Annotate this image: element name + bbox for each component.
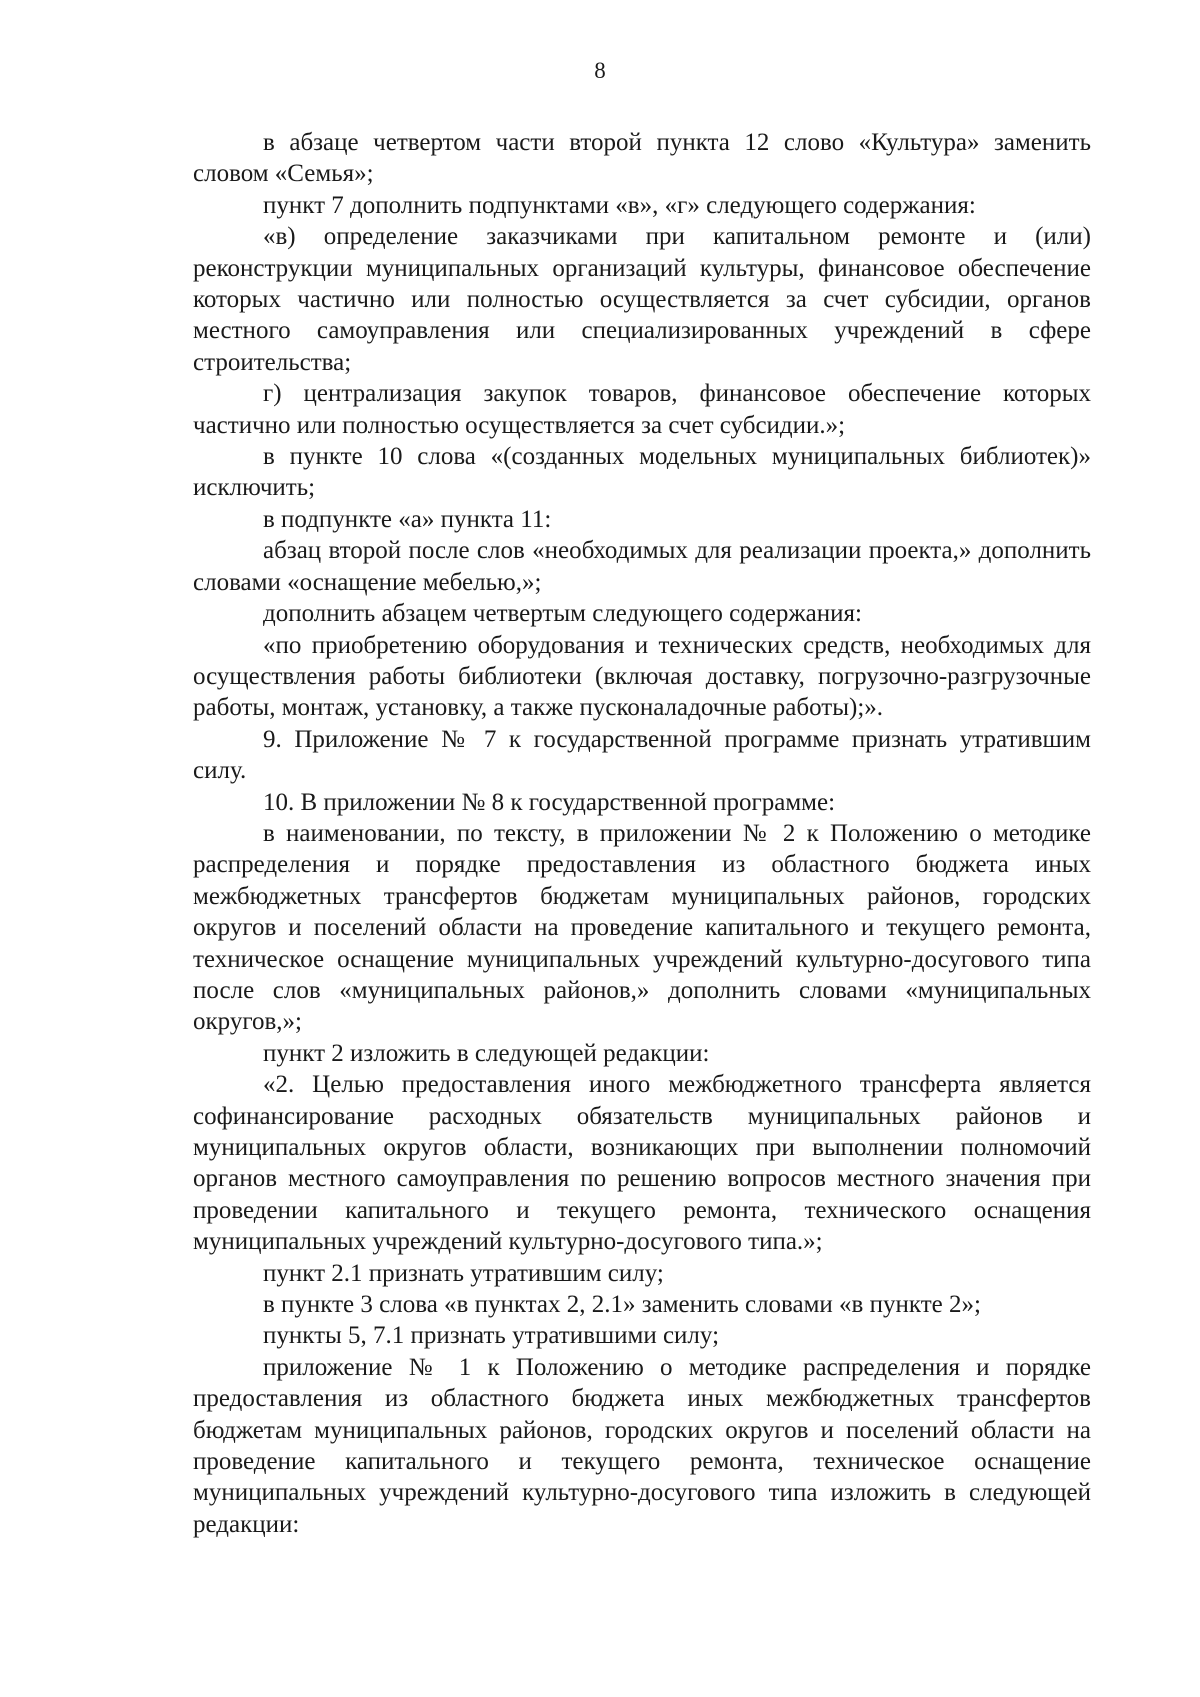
paragraph: пункт 2.1 признать утратившим силу;: [263, 1259, 664, 1287]
page-number: 8: [594, 58, 606, 83]
paragraph: г) централизация закупок товаров, финансовое обеспечение которых частично или полностью осуществляется за счет субсидии.»;: [193, 380, 1091, 439]
paragraph: в абзаце четвертом части второй пункта 12 слово «Культура» заменить словом «Семья»;: [193, 129, 1091, 188]
paragraph: приложение № 1 к Положению о методике распределения и порядке предоставления из областного бюджета иных межбюджетных трансфертов бюджетам муниципальных районов, городских округов и поселений области на проведение капитального и текущего ремонта, техническое оснащение муниципальных учреждений культурно-досугового типа изложить в следующей редакции:: [193, 1353, 1091, 1538]
paragraph: «по приобретению оборудования и технических средств, необходимых для осуществления работы библиотеки (включая доставку, погрузочно-разгрузочные работы, монтаж, установку, а также пусконаладочные работы);».: [193, 631, 1091, 722]
paragraph: «в) определение заказчиками при капитальном ремонте и (или) реконструкции муниципальных организаций культуры, финансовое обеспечение которых частично или полностью осуществляется за счет субсидии, органов местного самоуправления или специализированных учреждений в сфере строительства;: [193, 223, 1091, 376]
paragraph: в пункте 10 слова «(созданных модельных муниципальных библиотек)» исключить;: [193, 443, 1091, 502]
paragraph: абзац второй после слов «необходимых для реализации проекта,» дополнить словами «оснащение мебелью,»;: [193, 537, 1091, 596]
paragraph: в наименовании, по тексту, в приложении № 2 к Положению о методике распределения и порядке предоставления из областного бюджета иных межбюджетных трансфертов бюджетам муниципальных районов, городских округов и поселений области на проведение капитального и текущего ремонта, техническое оснащение муниципальных учреждений культурно-досугового типа после слов «муниципальных районов,» дополнить словами «муниципальных округов,»;: [193, 819, 1091, 1036]
paragraph: в подпункте «а» пункта 11:: [263, 505, 552, 533]
document-body: [193, 127, 1091, 1540]
paragraph: 9. Приложение № 7 к государственной программе признать утратившим силу.: [193, 725, 1091, 785]
paragraph: «2. Целью предоставления иного межбюджетного трансферта является софинансирование расходных обязательств муниципальных районов и муниципальных округов области, возникающих при выполнении полномочий органов местного самоуправления по решению вопросов местного значения при проведении капитального и текущего ремонта, технического оснащения муниципальных учреждений культурно-досугового типа.»;: [193, 1071, 1091, 1256]
paragraph: пункты 5, 7.1 признать утратившими силу;: [263, 1322, 720, 1350]
paragraph: пункт 2 изложить в следующей редакции:: [263, 1039, 710, 1067]
paragraph: дополнить абзацем четвертым следующего содержания:: [263, 600, 862, 628]
paragraph: пункт 7 дополнить подпунктами «в», «г» следующего содержания:: [263, 191, 976, 219]
paragraph: в пункте 3 слова «в пунктах 2, 2.1» заменить словами «в пункте 2»;: [263, 1291, 981, 1319]
paragraph: 10. В приложении № 8 к государственной программе:: [263, 788, 836, 816]
